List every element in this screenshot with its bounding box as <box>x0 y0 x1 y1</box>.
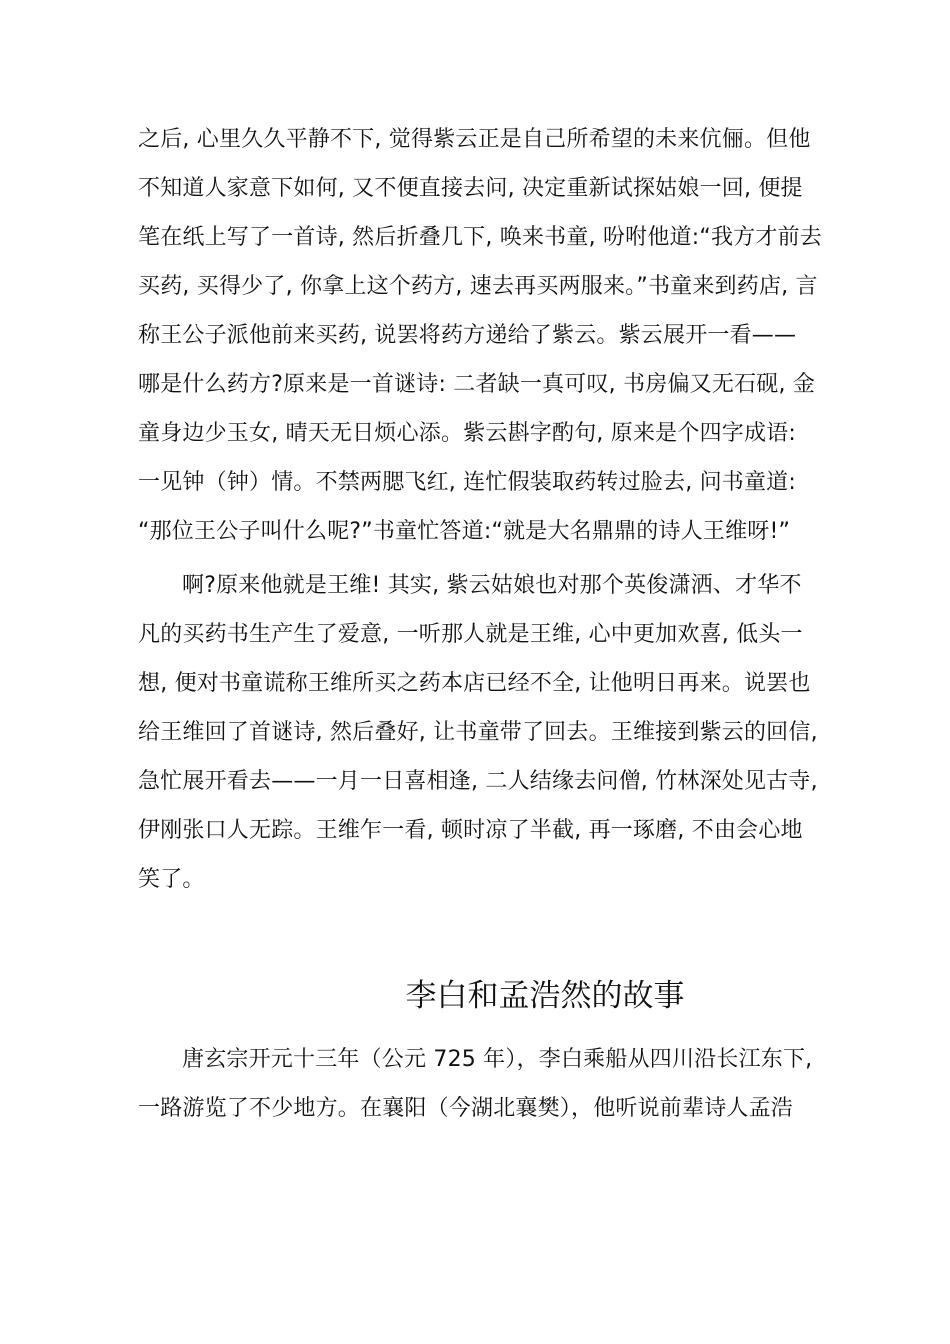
paragraph-2-line: 想, 便对书童谎称王维所买之药本店已经不全, 让他明日再来。说罢也 <box>138 671 811 696</box>
paragraph-2-line: 笑了。 <box>138 867 205 892</box>
paragraph-2-line: 啊?原来他就是王维! 其实, 紫云姑娘也对那个英俊潇洒、才华不 <box>182 573 802 598</box>
paragraph-1-line: 哪是什么药方?原来是一首谜诗: 二者缺一真可叹, 书房偏又无石砚, 金 <box>138 372 816 397</box>
paragraph-1-line: 一见钟（钟）情。不禁两腮飞红, 连忙假装取药转过脸去, 问书童道: <box>138 470 796 495</box>
paragraph-1-line: “那位王公子叫什么呢?”书童忙答道:“就是大名鼎鼎的诗人王维呀!” <box>138 519 791 544</box>
paragraph-2-line: 伊刚张口人无踪。王维乍一看, 顿时凉了半截, 再一琢磨, 不由会心地 <box>138 818 803 843</box>
paragraph-3-line: 一路游览了不少地方。在襄阳（今湖北襄樊），他听说前辈诗人孟浩 <box>138 1096 794 1121</box>
paragraph-3-line: 唐玄宗开元十三年（公元 725 年），李白乘船从四川沿长江东下, <box>182 1047 813 1072</box>
paragraph-1-line: 童身边少玉女, 晴天无日烦心添。紫云斟字酌句, 原来是个四字成语: <box>138 421 796 446</box>
paragraph-2-line: 凡的买药书生产生了爱意, 一听那人就是王维, 心中更加欢喜, 低头一 <box>138 622 803 647</box>
paragraph-2-line: 给王维回了首谜诗, 然后叠好, 让书童带了回去。王维接到紫云的回信, <box>138 720 818 745</box>
paragraph-1-line: 笔在纸上写了一首诗, 然后折叠几下, 唤来书童, 吩咐他道:“我方才前去 <box>138 225 822 250</box>
paragraph-1-line: 之后, 心里久久平静不下, 觉得紫云正是自己所希望的未来伉俪。但他 <box>138 127 811 152</box>
paragraph-2-line: 急忙展开看去——一月一日喜相逢, 二人结缘去问僧, 竹林深处见古寺, <box>138 769 818 794</box>
paragraph-1-line: 称王公子派他前来买药, 说罢将药方递给了紫云。紫云展开一看—— <box>138 323 797 348</box>
paragraph-1-line: 不知道人家意下如何, 又不便直接去问, 决定重新试探姑娘一回, 便提 <box>138 176 803 201</box>
paragraph-1-line: 买药, 买得少了, 你拿上这个药方, 速去再买两服来。”书童来到药店, 言 <box>138 274 818 299</box>
section-title: 李白和孟浩然的故事 <box>405 978 685 1014</box>
